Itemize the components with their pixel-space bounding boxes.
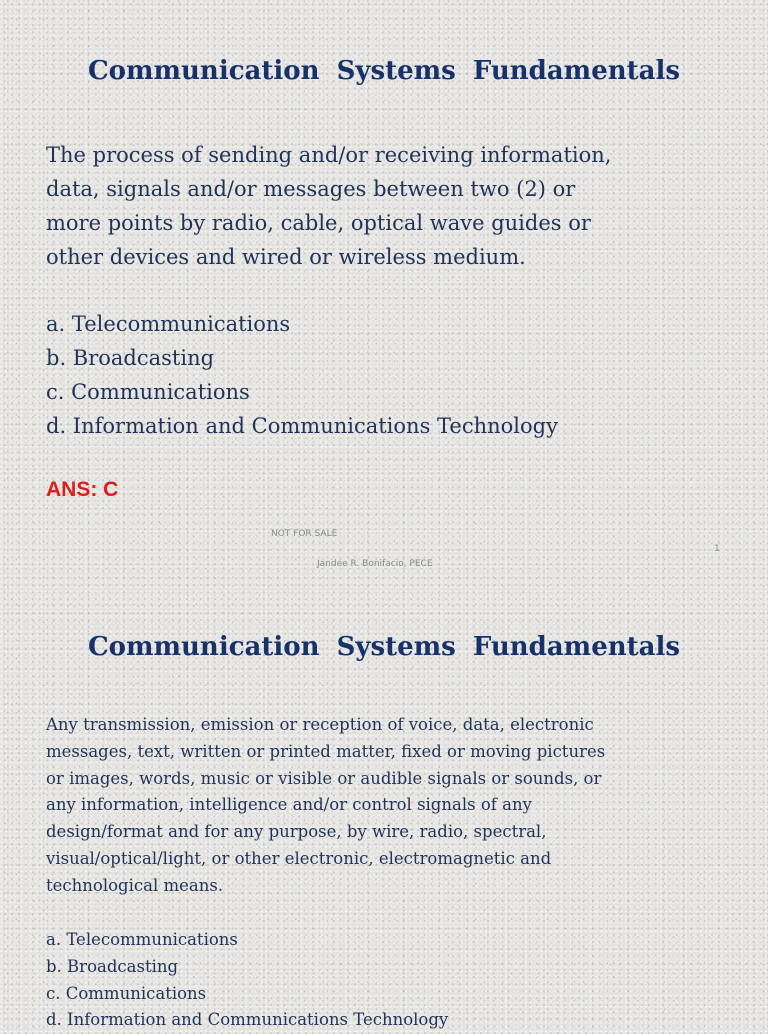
answer-label: ANS: C bbox=[46, 478, 119, 501]
option-b: b. Broadcasting bbox=[46, 346, 215, 370]
footer-author: Jandee R. Bonifacio, PECE bbox=[317, 559, 433, 569]
question-line: more points by radio, cable, optical wave guides or bbox=[46, 211, 591, 235]
footer-notice: NOT FOR SALE bbox=[271, 529, 338, 539]
answer-options bbox=[46, 927, 448, 1034]
option-a: a. Telecommunications bbox=[46, 312, 291, 336]
question-line: any information, intelligence and/or control signals of any bbox=[46, 795, 532, 815]
option-d: d. Information and Communications Technology bbox=[46, 1010, 449, 1030]
question-line: technological means. bbox=[46, 875, 224, 895]
option-b: b. Broadcasting bbox=[46, 956, 179, 976]
option-d: d. Information and Communications Technology bbox=[46, 414, 558, 438]
option-c: c. Communications bbox=[46, 380, 250, 404]
question-line: messages, text, written or printed matter, fixed or moving pictures bbox=[46, 741, 606, 761]
page-number: 1 bbox=[714, 544, 720, 554]
question-line: The process of sending and/or receiving information, bbox=[46, 143, 612, 167]
option-c: c. Communications bbox=[46, 983, 207, 1003]
question-line: design/format and for any purpose, by wire, radio, spectral, bbox=[46, 822, 547, 842]
slide-title: Communication Systems Fundamentals bbox=[87, 632, 681, 662]
slide-2 bbox=[0, 600, 768, 1030]
question-line: or images, words, music or visible or audible signals or sounds, or bbox=[46, 768, 602, 788]
slide-title: Communication Systems Fundamentals bbox=[87, 56, 681, 86]
answer-options bbox=[46, 307, 558, 443]
question-line: Any transmission, emission or reception of voice, data, electronic bbox=[46, 715, 594, 734]
question-line: data, signals and/or messages between two (2) or bbox=[46, 177, 576, 201]
question-text bbox=[46, 138, 726, 274]
option-a: a. Telecommunications bbox=[46, 930, 238, 949]
question-line: visual/optical/light, or other electronic, electromagnetic and bbox=[46, 848, 552, 868]
question-text bbox=[46, 712, 726, 900]
question-line: other devices and wired or wireless medium. bbox=[46, 245, 526, 269]
